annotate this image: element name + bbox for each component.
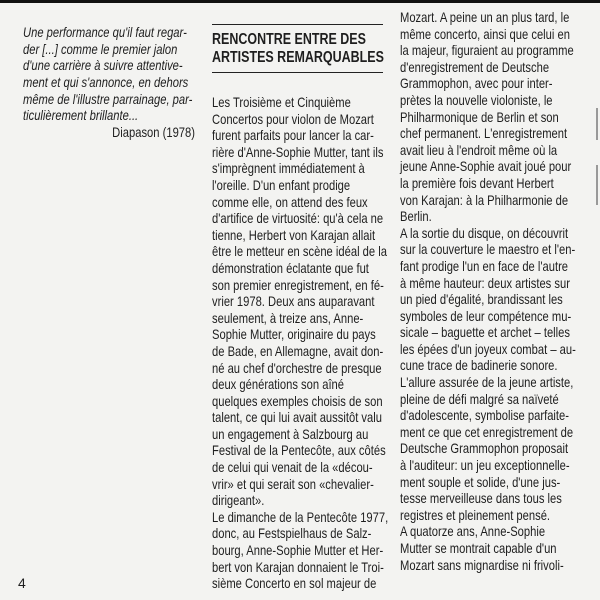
text-line: sicale – baguette et archet – telles	[400, 324, 570, 341]
text-line: bert von Karajan donnaient le Troi-	[212, 558, 384, 575]
body-column-2	[212, 94, 389, 592]
text-line: d'adolescente, symbolise parfaite-	[400, 407, 569, 424]
text-line: tienne, Herbert von Karajan allait	[212, 226, 376, 243]
pull-quote	[23, 24, 195, 141]
text-line: von Karajan: à la Philharmonie de	[400, 191, 569, 208]
section-heading	[212, 24, 383, 73]
text-line: deux générations son aîné	[212, 376, 345, 393]
text-line: ment et qui s'annonce, en dehors	[23, 74, 189, 91]
text-line: prètes la nouvelle violoniste, le	[400, 91, 553, 108]
text-line: la majeur, figuraient au programme	[400, 42, 574, 59]
text-line: der [...] comme le premier jalon	[23, 40, 178, 57]
text-line: la première fois devant Herbert	[400, 174, 554, 191]
text-line: fant prodige l'un en face de l'autre	[400, 257, 569, 274]
text-line: registres et pleinement pensé.	[400, 506, 551, 523]
text-line: seulement, à treize ans, Anne-	[212, 309, 364, 326]
page-edge-mark	[596, 165, 598, 205]
text-line: rière d'Anne-Sophie Mutter, tant ils	[212, 143, 384, 160]
text-line: Philharmonique de Berlin et son	[400, 108, 559, 125]
body-column-3	[400, 9, 580, 573]
text-line: Les Troisième et Cinquième	[212, 94, 351, 110]
text-line: talent, ce qui lui avait aussitôt valu	[212, 409, 382, 426]
text-line: L'allure assurée de la jeune artiste,	[400, 374, 574, 391]
text-line: bourg, Anne-Sophie Mutter et Her-	[212, 542, 384, 559]
text-line: chef permanent. L'enregistrement	[400, 125, 568, 142]
text-line: être le metteur en scène idéal de la	[212, 243, 387, 260]
text-line: Deutsche Grammophon proposait	[400, 440, 569, 457]
text-line: d'enregistrement de Deutsche	[400, 58, 550, 75]
text-line: tesse merveilleuse dans tous les	[400, 490, 562, 507]
text-line: son premier enregistrement, en fé-	[212, 276, 384, 293]
text-line: comme elle, on attend des feux	[212, 193, 368, 210]
heading-line: RENCONTRE ENTRE DES	[212, 31, 366, 48]
text-line: même concerto, ainsi que celui en	[400, 25, 570, 42]
text-line: cune trace de badinerie sonore.	[400, 357, 558, 374]
text-line: même de l'illustre parrainage, par-	[23, 90, 193, 107]
text-line: ment souple et solide, d'une jus-	[400, 473, 561, 490]
text-line: ticulièrement brillante...	[23, 107, 139, 124]
text-line: Mozart. A peine un an plus tard, le	[400, 9, 570, 25]
page-edge-mark	[596, 108, 598, 140]
text-line: A la sortie du disque, on découvrit	[400, 224, 569, 241]
text-line: né au chef d'orchestre de presque	[212, 359, 382, 376]
page-number: 4	[18, 575, 26, 591]
text-line: avait lieu à l'endroit même où la	[400, 141, 558, 158]
text-line: à même hauteur: deux artistes sur	[400, 274, 570, 291]
text-line: pleine de défi malgré sa naïveté	[400, 390, 559, 407]
text-line: A quatorze ans, Anne-Sophie	[400, 523, 546, 540]
text-line: de celui qui venait de la «décou-	[212, 459, 373, 476]
text-line: l'oreille. D'un enfant prodige	[212, 176, 351, 193]
text-line: dirigeant».	[212, 492, 265, 509]
text-line: Grammophon, avec pour inter-	[400, 75, 553, 92]
text-line: donc, au Festspielhaus de Salz-	[212, 525, 372, 542]
text-line: symboles de leur compétence mu-	[400, 307, 572, 324]
text-line: les épées d'un joyeux combat – au-	[400, 340, 576, 357]
text-line: sur la couverture le maestro et l'en-	[400, 241, 576, 258]
text-line: de Bade, en Allemagne, avait don-	[212, 342, 384, 359]
text-line: un engagement à Salzbourg au	[212, 425, 369, 442]
text-line: quelques exemples choisis de son	[212, 392, 383, 409]
top-border	[0, 0, 600, 3]
text-line: à l'auditeur: un jeu exceptionnelle-	[400, 457, 570, 474]
text-line: un pied d'égalité, brandissant les	[400, 291, 563, 308]
text-line: ment ce que cet enregistrement de	[400, 423, 574, 440]
text-line: Berlin.	[400, 208, 432, 225]
text-line: Mozart sans mignardise ni frivoli-	[400, 556, 564, 573]
text-line: Mutter se montrait capable d'un	[400, 540, 557, 556]
text-line: vrir» et qui serait son «chevalier-	[212, 475, 374, 492]
text-line: s'imprègnent immédiatement à	[212, 160, 365, 177]
text-line: Sophie Mutter, originaire du pays	[212, 326, 376, 343]
text-line: Le dimanche de la Pentecôte 1977,	[212, 508, 389, 525]
text-line: jeune Anne-Sophie avait joué pour	[400, 158, 572, 175]
text-line: démonstration éclatante que fut	[212, 259, 369, 276]
text-line: Concertos pour violon de Mozart	[212, 110, 374, 127]
text-line: Festival de la Pentecôte, aux côtés	[212, 442, 386, 459]
text-line: d'une carrière à suivre attentive-	[23, 57, 183, 74]
text-line: d'artifice de virtuosité: qu'à cela ne	[212, 210, 384, 227]
text-line: vrier 1978. Deux ans auparavant	[212, 293, 375, 310]
heading-line: ARTISTES REMARQUABLES	[212, 49, 384, 66]
text-line: Une performance qu'il faut regar-	[23, 24, 187, 40]
quote-attribution: Diapason (1978)	[112, 124, 195, 141]
text-line: furent parfaits pour lancer la car-	[212, 127, 374, 144]
text-line: sième Concerto en sol majeur de	[212, 575, 377, 592]
